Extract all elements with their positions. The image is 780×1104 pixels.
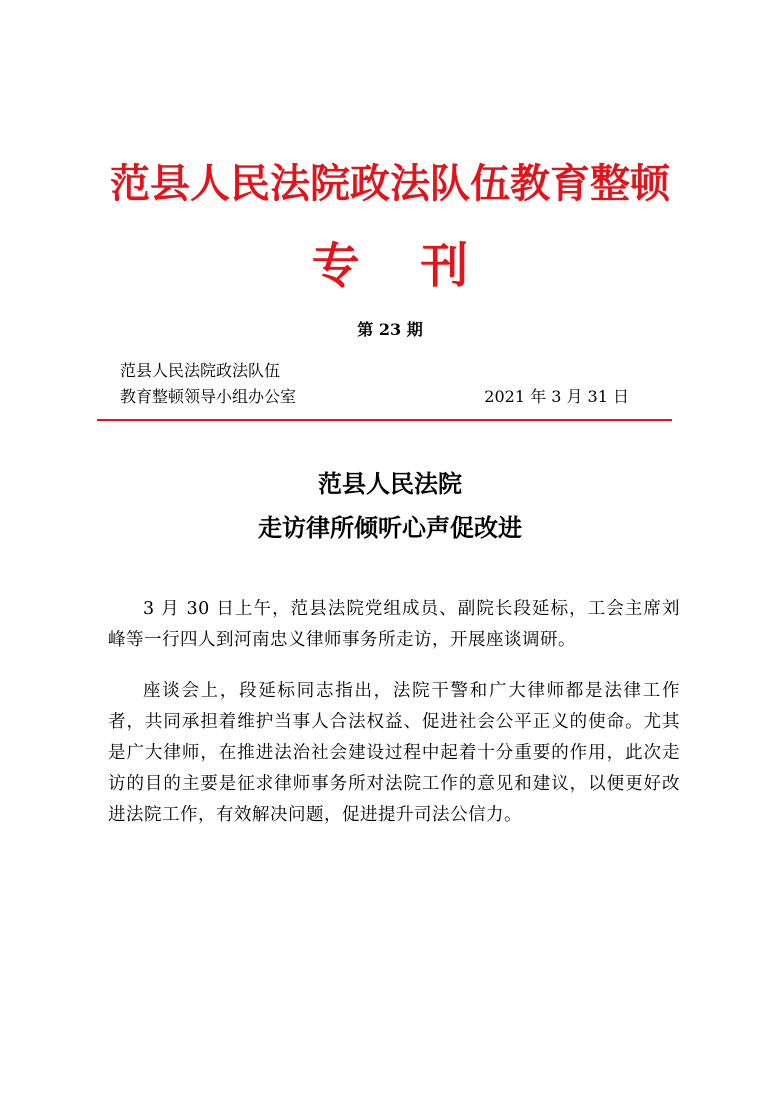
issuer-line-1: 范县人民法院政法队伍 <box>120 361 281 380</box>
red-divider-rule <box>97 419 672 421</box>
article-title-line-2: 走访律所倾听心声促改进 <box>258 514 522 542</box>
masthead-title: 范县人民法院政法队伍教育整顿 <box>110 160 670 207</box>
article-title-line-1: 范县人民法院 <box>318 470 462 498</box>
issue-date: 2021 年 3 月 31 日 <box>484 387 629 406</box>
body-paragraph-1: 3 月 30 日上午，范县法院党组成员、副院长段延标，工会主席刘峰等一行四人到河南忠义律师事务所走访，开展座谈调研。 <box>108 599 680 650</box>
issuer-line-2: 教育整顿领导小组办公室 <box>120 387 297 406</box>
masthead-subtitle: 专 刊 <box>311 238 491 294</box>
issue-number: 第 23 期 <box>357 320 423 339</box>
body-paragraph-2: 座谈会上，段延标同志指出，法院干警和广大律师都是法律工作者，共同承担着维护当事人合法权益、促进社会公平正义的使命。尤其是广大律师，在推进法治社会建设过程中起着十分重要的作用，此次走访的目的主要是征求律师事务所对法院工作的意见和建议，以便更好改进法院工作，有效解决问题，促进提升司法公信力。 <box>108 681 680 825</box>
